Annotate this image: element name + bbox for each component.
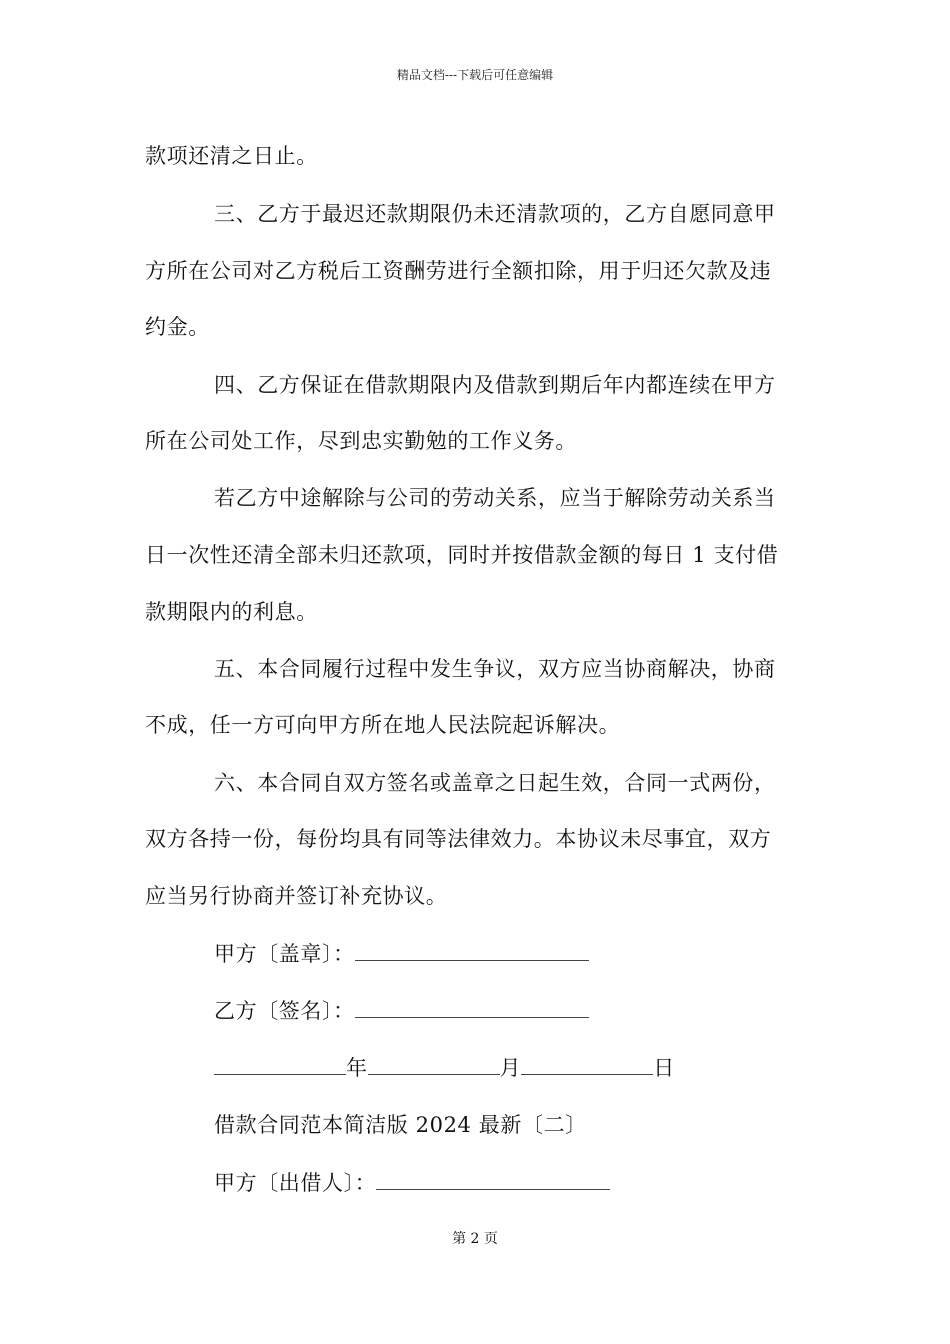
paragraph-line: 日一次性还清全部未归还款项，同时并按借款金额的每日 1 支付借 (145, 543, 779, 567)
party-a-signature-row (214, 938, 589, 968)
date-row (214, 1052, 675, 1082)
paragraph-line: 约金。 (145, 315, 210, 339)
day-label: 日 (653, 1056, 675, 1080)
party-b-signature-row (214, 995, 589, 1025)
lender-row (214, 1167, 610, 1197)
lender-label: 甲方〔出借人〕： (214, 1171, 377, 1195)
paragraph-line: 不成，任一方可向甲方所在地人民法院起诉解决。 (145, 713, 621, 737)
paragraph-line: 款项还清之日止。 (145, 144, 318, 168)
section-title: 借款合同范本简洁版 2024 最新〔二〕 (214, 1113, 587, 1137)
paragraph-line: 款期限内的利息。 (145, 600, 318, 624)
party-a-label: 甲方〔盖章〕： (214, 942, 355, 966)
year-blank[interactable] (214, 1053, 346, 1075)
clause-3-line: 三、乙方于最迟还款期限仍未还清款项的，乙方自愿同意甲 (214, 202, 776, 226)
party-b-label: 乙方〔签名〕： (214, 999, 355, 1023)
clause-5-line: 五、本合同履行过程中发生争议，双方应当协商解决，协商 (214, 657, 776, 681)
month-label: 月 (499, 1056, 522, 1080)
paragraph-line: 所在公司处工作，尽到忠实勤勉的工作义务。 (145, 429, 577, 453)
party-b-signature-line[interactable] (355, 996, 589, 1018)
page-number: 第 2 页 (452, 1231, 498, 1247)
paragraph-line: 双方各持一份，每份均具有同等法律效力。本协议未尽事宜，双方 (145, 827, 772, 851)
paragraph-line: 方所在公司对乙方税后工资酬劳进行全额扣除，用于归还欠款及违 (145, 259, 772, 283)
month-blank[interactable] (368, 1053, 500, 1075)
clause-6-line: 六、本合同自双方签名或盖章之日起生效，合同一式两份， (214, 771, 776, 795)
party-a-signature-line[interactable] (355, 939, 589, 961)
page-header: 精品文档---下载后可任意编辑 (396, 68, 554, 82)
lender-signature-line[interactable] (376, 1168, 610, 1190)
paragraph-line: 若乙方中途解除与公司的劳动关系，应当于解除劳动关系当 (214, 486, 776, 510)
day-blank[interactable] (521, 1053, 653, 1075)
year-label: 年 (346, 1056, 368, 1080)
clause-4-line: 四、乙方保证在借款期限内及借款到期后年内都连续在甲方 (214, 373, 776, 397)
paragraph-line: 应当另行协商并签订补充协议。 (145, 884, 448, 908)
